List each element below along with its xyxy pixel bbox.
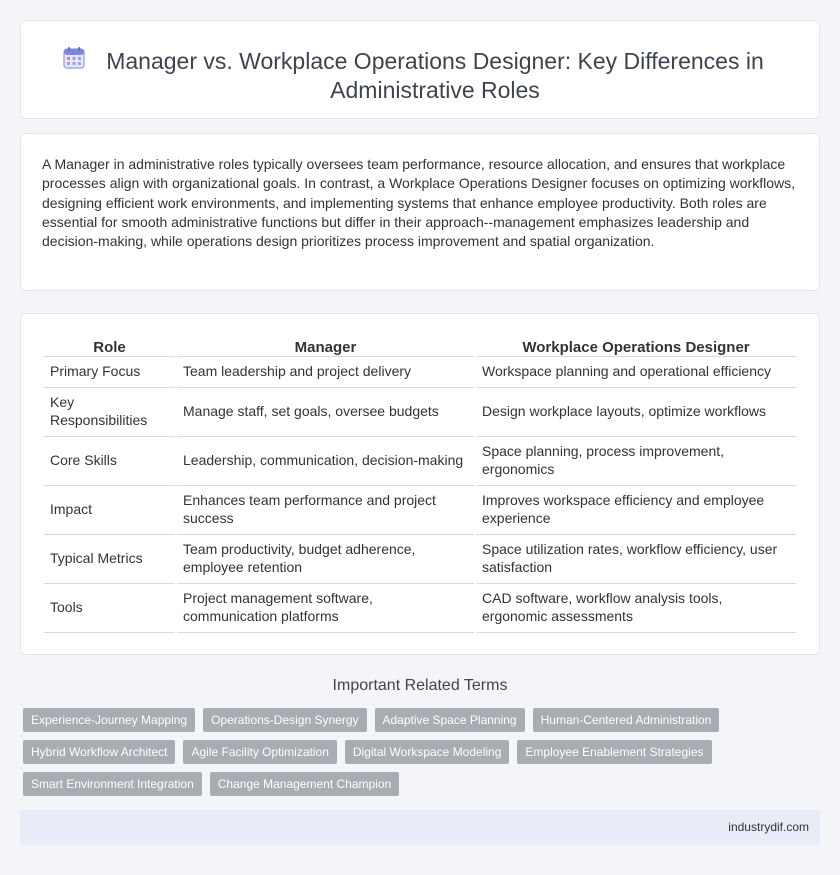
manager-cell: Team leadership and project delivery: [177, 357, 474, 388]
table-row: [44, 357, 796, 388]
footer-site-link[interactable]: industrydif.com: [728, 820, 809, 834]
row-label: Impact: [44, 486, 175, 535]
row-label: Primary Focus: [44, 357, 175, 388]
manager-cell: Project management software, communication platforms: [177, 584, 474, 633]
comparison-card: [20, 313, 820, 655]
related-term-tag[interactable]: Hybrid Workflow Architect: [23, 740, 175, 764]
row-label: Typical Metrics: [44, 535, 175, 584]
related-term-tag[interactable]: Agile Facility Optimization: [183, 740, 336, 764]
row-label: Core Skills: [44, 437, 175, 486]
table-row: [44, 437, 796, 486]
related-term-tag[interactable]: Adaptive Space Planning: [375, 708, 525, 732]
row-label: Key Responsibilities: [44, 388, 175, 437]
related-term-tag[interactable]: Smart Environment Integration: [23, 772, 202, 796]
related-terms-list: [23, 708, 783, 796]
footer: [20, 810, 820, 845]
related-term-tag[interactable]: Digital Workspace Modeling: [345, 740, 510, 764]
table-header-row: [44, 334, 796, 357]
header-designer: Workplace Operations Designer: [476, 334, 796, 357]
manager-cell: Enhances team performance and project success: [177, 486, 474, 535]
related-term-tag[interactable]: Operations-Design Synergy: [203, 708, 366, 732]
table-row: [44, 486, 796, 535]
table-row: [44, 535, 796, 584]
page-title: Manager vs. Workplace Operations Designer: Key Differences in Administrative Roles: [106, 48, 764, 103]
comparison-table: [42, 334, 798, 633]
designer-cell: Space planning, process improvement, ergonomics: [476, 437, 796, 486]
designer-cell: Improves workspace efficiency and employee experience: [476, 486, 796, 535]
title-card: [20, 20, 820, 119]
intro-card: [20, 133, 820, 291]
manager-cell: Team productivity, budget adherence, employee retention: [177, 535, 474, 584]
intro-paragraph: A Manager in administrative roles typically oversees team performance, resource allocation, and ensures that workplace processes align with organizational goals. In contrast, a Workplace Operations Designer focuses on optimizing workflows, designing efficient work environments, and implementing systems that enhance employee productivity. Both roles are essential for smooth administrative functions but differ in their approach--management emphasizes leadership and decision-making, while operations design prioritizes process improvement and spatial organization.: [42, 156, 795, 250]
table-row: [44, 584, 796, 633]
designer-cell: Workspace planning and operational efficiency: [476, 357, 796, 388]
designer-cell: Space utilization rates, workflow efficiency, user satisfaction: [476, 535, 796, 584]
header-role: Role: [44, 334, 175, 357]
related-term-tag[interactable]: Experience-Journey Mapping: [23, 708, 195, 732]
manager-cell: Manage staff, set goals, oversee budgets: [177, 388, 474, 437]
related-term-tag[interactable]: Human-Centered Administration: [533, 708, 720, 732]
related-terms-heading: Important Related Terms: [332, 677, 508, 694]
designer-cell: Design workplace layouts, optimize workflows: [476, 388, 796, 437]
designer-cell: CAD software, workflow analysis tools, ergonomic assessments: [476, 584, 796, 633]
related-term-tag[interactable]: Change Management Champion: [210, 772, 399, 796]
header-manager: Manager: [177, 334, 474, 357]
related-term-tag[interactable]: Employee Enablement Strategies: [517, 740, 711, 764]
manager-cell: Leadership, communication, decision-making: [177, 437, 474, 486]
row-label: Tools: [44, 584, 175, 633]
table-row: [44, 388, 796, 437]
